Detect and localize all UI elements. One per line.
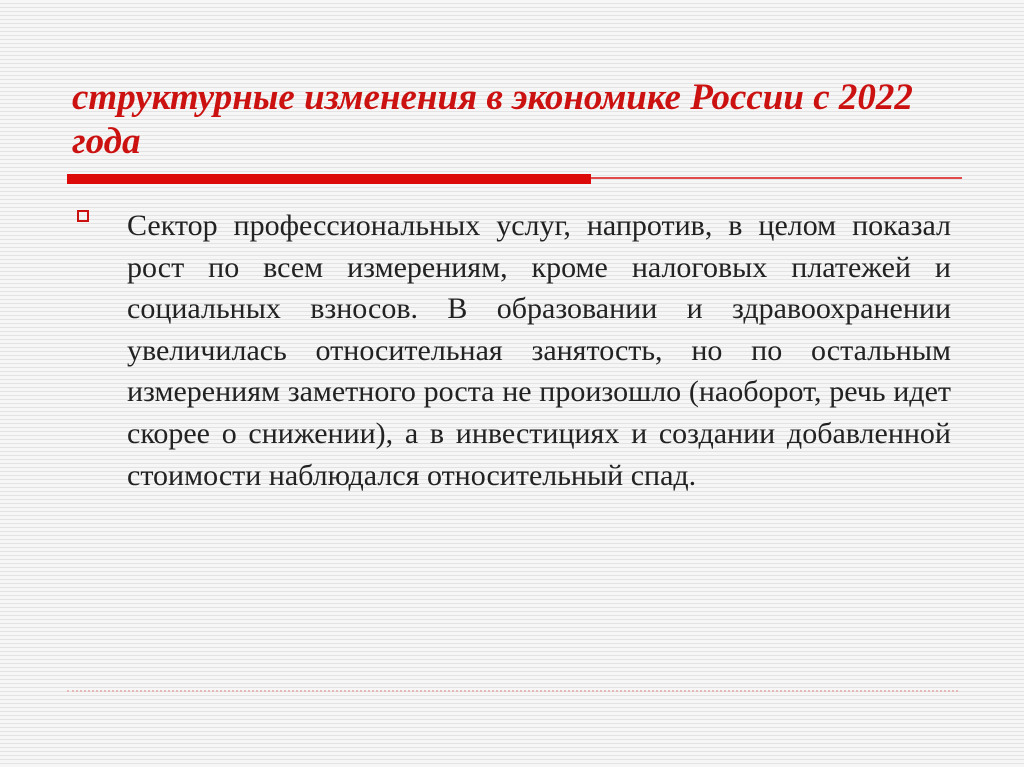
title-underline-thin bbox=[591, 177, 962, 179]
hollow-square-bullet-icon bbox=[77, 210, 89, 222]
title-underline-thick bbox=[67, 174, 591, 184]
footer-divider bbox=[67, 690, 958, 692]
bullet-text: Сектор профессиональных услуг, напротив, в целом показал рост по всем измерениям, кроме налоговых платежей и социальных взносов. В образовании и здравоохранении увеличилась относительная занятость, но по остальным измерениям заметного роста не произошло (наоборот, речь идет скорее о снижении), а в инвестициях и создании добавленной стоимости наблюдался относительный спад. bbox=[127, 209, 951, 492]
slide-title: структурные изменения в экономике России с 2022 года bbox=[72, 77, 913, 162]
